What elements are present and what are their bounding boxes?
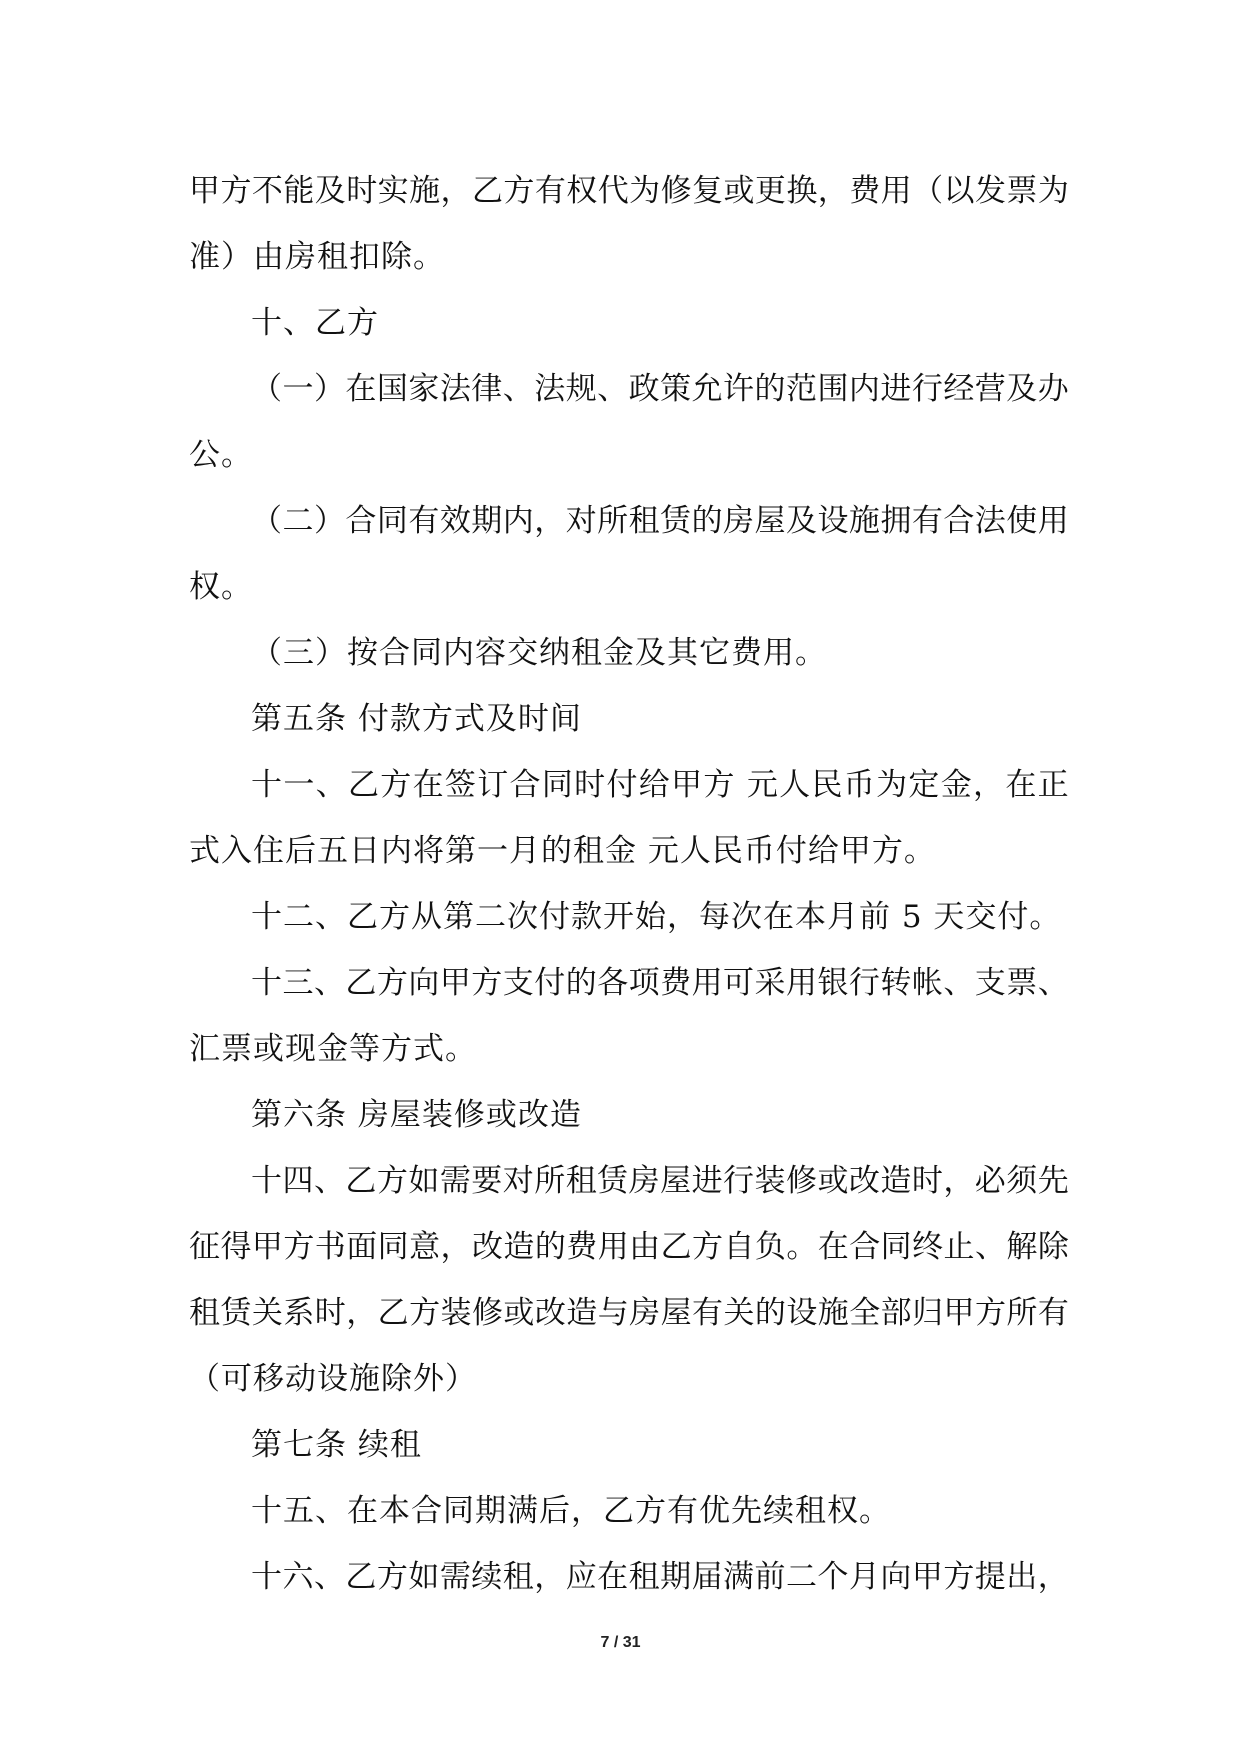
page-number: 7 / 31 — [600, 1634, 641, 1651]
text-line: （ 二 ） 合 同 有 效 期 内 ， 对 所 租 赁 的 房 屋 及 设 施 拥 有 合 法 使 用 — [251, 503, 1069, 539]
text-line: 准）由房租扣除。 — [189, 239, 445, 275]
text-line: 十 三 、 乙 方 向 甲 方 支 付 的 各 项 费 用 可 采 用 银 行 转 帐 、 支 票 、 — [251, 965, 1069, 1001]
text-line: 第五条 付款方式及时间 — [251, 701, 582, 737]
text-line: （ 一 ） 在 国 家 法 律 、 法 规 、 政 策 允 许 的 范 围 内 进 行 经 营 及 办 — [251, 371, 1069, 407]
text-line: 十 四 、 乙 方 如 需 要 对 所 租 赁 房 屋 进 行 装 修 或 改 造 时 ， 必 须 先 — [251, 1163, 1069, 1199]
text-line: 征 得 甲 方 书 面 同 意 ， 改 造 的 费 用 由 乙 方 自 负 。 在 合 同 终 止 、 解 除 — [189, 1229, 1069, 1265]
text-line: （可移动设施除外） — [189, 1361, 477, 1397]
text-line: 十二、乙方从第二次付款开始，每次在本月前 5 天交付。 — [251, 899, 1062, 935]
text-line: 十 六 、 乙 方 如 需 续 租 ， 应 在 租 期 届 满 前 二 个 月 向 甲 方 提 出 ， — [251, 1559, 1069, 1595]
text-line: 租 赁 关 系 时 ， 乙 方 装 修 或 改 造 与 房 屋 有 关 的 设 施 全 部 归 甲 方 所 有 — [189, 1295, 1069, 1331]
text-line: 汇票或现金等方式。 — [189, 1031, 477, 1067]
text-line: 十、乙方 — [251, 305, 379, 341]
document-body — [189, 158, 1069, 1610]
text-line: 公。 — [189, 437, 253, 473]
text-line: 式入住后五日内将第一月的租金 元人民币付给甲方。 — [189, 833, 936, 869]
text-line: 十 一 、 乙 方 在 签 订 合 同 时 付 给 甲 方 元 人 民 币 为 定 金 ， 在 正 — [251, 767, 1069, 803]
text-line: 权。 — [189, 569, 253, 605]
text-line: 十五、在本合同期满后，乙方有优先续租权。 — [251, 1493, 891, 1529]
text-line: 甲 方 不 能 及 时 实 施 ， 乙 方 有 权 代 为 修 复 或 更 换 ， 费 用 （ 以 发 票 为 — [189, 173, 1069, 209]
text-line: 第七条 续租 — [251, 1427, 422, 1463]
text-line: （三）按合同内容交纳租金及其它费用。 — [251, 635, 827, 671]
text-line: 第六条 房屋装修或改造 — [251, 1097, 582, 1133]
